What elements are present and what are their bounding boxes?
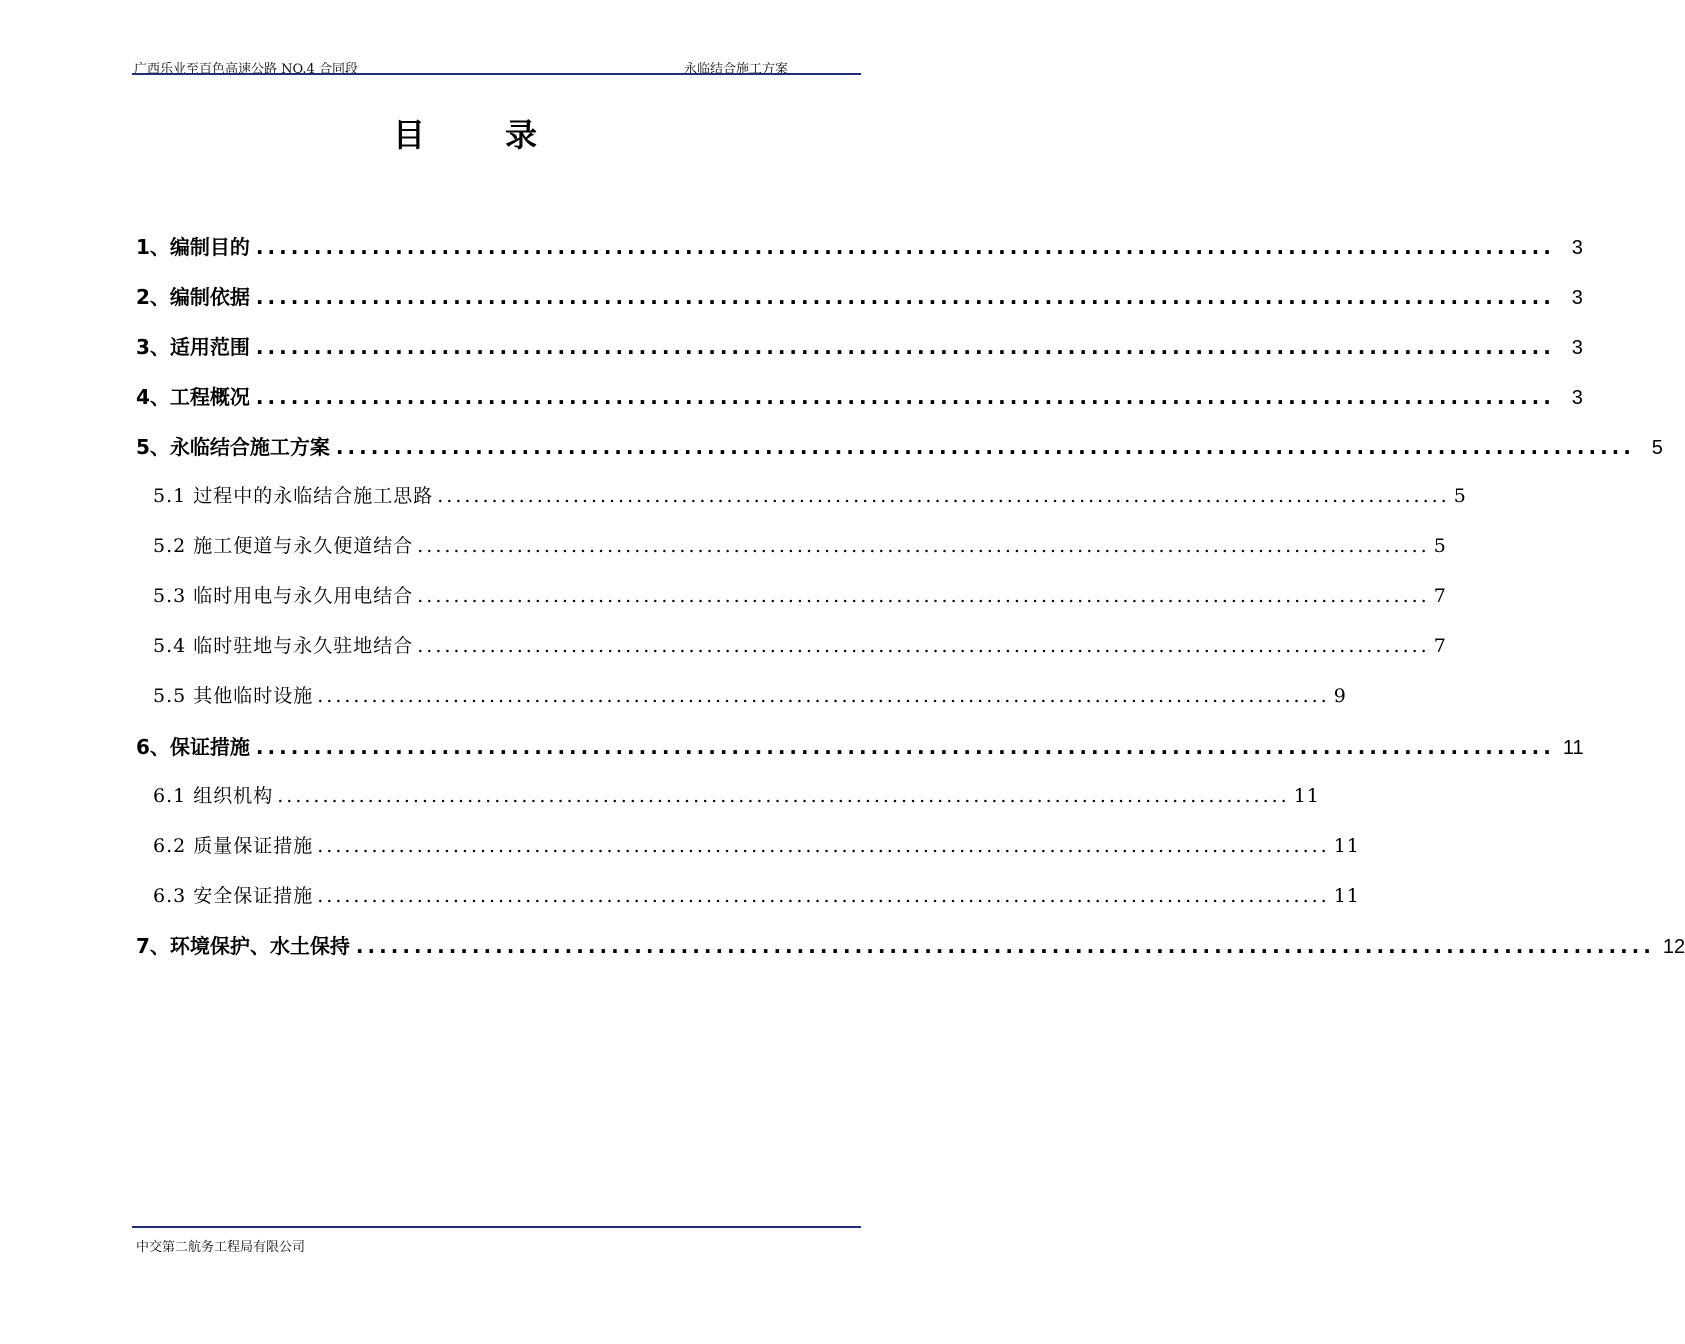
toc-entry-label: 6、保证措施 [136, 735, 250, 759]
toc-leader-dots: ................................................................................................................ [335, 435, 1635, 459]
toc-entry-page: 7 [1433, 635, 1447, 657]
toc-leader-dots: ................................................................................................................ [255, 385, 1555, 409]
toc-leader-dots: ................................................................................................................ [317, 885, 1330, 907]
toc-leader-dots: ................................................................................................................ [417, 535, 1430, 557]
toc-leader-dots: ................................................................................................................ [437, 485, 1450, 507]
toc-leader-dots: ................................................................................................................ [277, 785, 1290, 807]
page-footer: 中交第二航务工程局有限公司 [136, 1240, 306, 1255]
toc-entry-label: 5.3 临时用电与永久用电结合 [153, 585, 414, 607]
toc-leader-dots: ................................................................................................................ [417, 585, 1430, 607]
toc-entry-page: 3 [1571, 237, 1583, 259]
toc-entry-page: 5 [1453, 485, 1467, 507]
toc-entry-label: 6.3 安全保证措施 [153, 885, 314, 907]
toc-entry[interactable] [153, 881, 1360, 908]
toc-entry-page: 11 [1333, 835, 1360, 857]
toc-entry-page: 9 [1333, 685, 1347, 707]
toc-leader-dots: ................................................................................................................ [255, 335, 1555, 359]
toc-entry[interactable] [153, 481, 1467, 508]
toc-entry[interactable] [136, 231, 1583, 260]
toc-entry-label: 5、永临结合施工方案 [136, 435, 330, 459]
toc-leader-dots: ................................................................................................................ [255, 235, 1555, 259]
toc-entry[interactable] [136, 431, 1663, 460]
toc-entry[interactable] [136, 930, 1685, 959]
toc-entry-label: 4、工程概况 [136, 385, 250, 409]
toc-leader-dots: ................................................................................................................ [255, 285, 1555, 309]
toc-leader-dots: ................................................................................................................ [255, 735, 1555, 759]
toc-entry-page: 3 [1571, 387, 1583, 409]
toc-entry[interactable] [153, 531, 1447, 558]
toc-leader-dots: ................................................................................................................ [317, 685, 1330, 707]
toc-entry-label: 6.1 组织机构 [153, 785, 274, 807]
toc-entry[interactable] [153, 781, 1320, 808]
toc-leader-dots: ................................................................................................................ [355, 934, 1655, 958]
toc-entry[interactable] [136, 731, 1584, 760]
toc-entry-page: 11 [1293, 785, 1320, 807]
toc-entry-label: 5.4 临时驻地与永久驻地结合 [153, 635, 414, 657]
toc-entry[interactable] [136, 331, 1583, 360]
page-header-right: 永临结合施工方案 [684, 62, 789, 77]
toc-leader-dots: ................................................................................................................ [417, 635, 1430, 657]
toc-entry-page: 3 [1571, 287, 1583, 309]
toc-entry-label: 5.5 其他临时设施 [153, 685, 314, 707]
toc-entry[interactable] [136, 281, 1583, 310]
page-title: 目录 [392, 116, 617, 154]
toc-entry[interactable] [153, 581, 1447, 608]
toc-entry-page: 11 [1333, 885, 1360, 907]
toc-entry-label: 2、编制依据 [136, 285, 250, 309]
page-header-left: 广西乐业至百色高速公路 NO.4 合同段 [134, 62, 358, 77]
toc-entry-label: 1、编制目的 [136, 235, 250, 259]
toc-entry-page: 5 [1433, 535, 1447, 557]
toc-entry[interactable] [153, 831, 1360, 858]
toc-entry-page: 7 [1433, 585, 1447, 607]
footer-rule [132, 1226, 861, 1228]
toc-entry-label: 6.2 质量保证措施 [153, 835, 314, 857]
toc-leader-dots: ................................................................................................................ [317, 835, 1330, 857]
header-rule [132, 73, 861, 75]
toc-entry[interactable] [136, 381, 1583, 410]
toc-entry[interactable] [153, 631, 1447, 658]
toc-entry-label: 5.1 过程中的永临结合施工思路 [153, 485, 434, 507]
toc-entry-page: 12 [1662, 936, 1685, 958]
toc-entry-page: 11 [1562, 737, 1584, 759]
toc-entry-label: 7、环境保护、水土保持 [136, 934, 350, 958]
toc-entry-page: 5 [1651, 437, 1663, 459]
toc-entry[interactable] [153, 681, 1347, 708]
toc-entry-label: 3、适用范围 [136, 335, 250, 359]
toc-entry-label: 5.2 施工便道与永久便道结合 [153, 535, 414, 557]
toc-entry-page: 3 [1571, 337, 1583, 359]
